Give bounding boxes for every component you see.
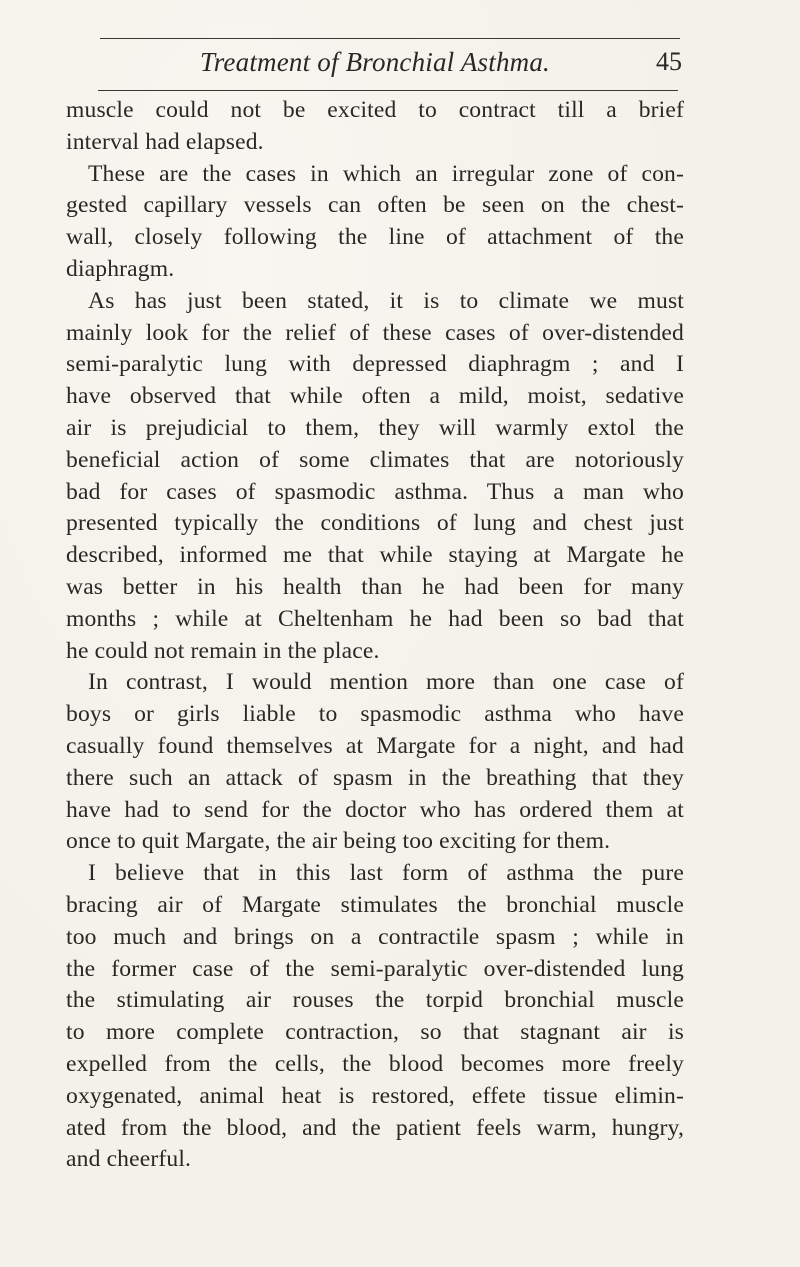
page-number: 45 <box>656 47 682 76</box>
top-rule <box>100 38 680 39</box>
text-line: mainly look for the relief of these cases of over-distended <box>66 319 684 346</box>
text-line: diaphragm. <box>66 255 175 282</box>
text-line: expelled from the cells, the blood becomes more freely <box>66 1050 684 1077</box>
text-line: to more complete contraction, so that stagnant air is <box>66 1019 684 1046</box>
text-line: bad for cases of spasmodic asthma. Thus a man who <box>66 478 684 505</box>
text-line: have had to send for the doctor who has ordered them at <box>66 796 684 823</box>
text-line: the stimulating air rouses the torpid bronchial muscle <box>66 987 684 1014</box>
text-line: gested capillary vessels can often be seen on the chest- <box>66 192 684 219</box>
text-line: semi-paralytic lung with depressed diaphragm ; and I <box>66 351 684 378</box>
text-line: too much and brings on a contractile spasm ; while in <box>66 923 684 950</box>
text-line: bracing air of Margate stimulates the bronchial muscle <box>66 891 684 918</box>
text-line: oxygenated, animal heat is restored, effete tissue elimin- <box>66 1082 684 1109</box>
text-line: once to quit Margate, the air being too exciting for them. <box>66 828 611 855</box>
text-line: he could not remain in the place. <box>66 637 380 664</box>
text-line: beneficial action of some climates that are notoriously <box>66 446 684 473</box>
text-line: and cheerful. <box>66 1146 192 1173</box>
text-line: have observed that while often a mild, moist, sedative <box>66 383 684 410</box>
text-line: boys or girls liable to spasmodic asthma who have <box>66 701 684 728</box>
paragraph-start-line: In contrast, I would mention more than one case of <box>88 669 684 696</box>
running-head <box>100 40 680 84</box>
text-line: ated from the blood, and the patient feels warm, hungry, <box>66 1114 684 1141</box>
paragraph-start-line: I believe that in this last form of asthma the pure <box>88 860 684 887</box>
text-line: air is prejudicial to them, they will warmly extol the <box>66 414 684 441</box>
header-rule <box>98 90 678 91</box>
running-title: Treatment of Bronchial Asthma. <box>200 47 550 77</box>
text-line: wall, closely following the line of attachment of the <box>66 224 684 251</box>
text-line: was better in his health than he had been for many <box>66 573 684 600</box>
paragraph-start-line: These are the cases in which an irregular zone of con- <box>88 160 684 187</box>
text-line: the former case of the semi-paralytic over-distended lung <box>66 955 684 982</box>
text-line: casually found themselves at Margate for a night, and had <box>66 732 684 759</box>
text-line: interval had elapsed. <box>66 128 264 155</box>
body-text <box>66 95 684 1176</box>
paragraph-start-line: As has just been stated, it is to climate we must <box>88 287 684 314</box>
text-line: described, informed me that while staying at Margate he <box>66 542 684 569</box>
text-line: there such an attack of spasm in the breathing that they <box>66 764 684 791</box>
text-line: months ; while at Cheltenham he had been so bad that <box>66 605 684 632</box>
text-line: presented typically the conditions of lung and chest just <box>66 510 684 537</box>
text-line: muscle could not be excited to contract till a brief <box>66 97 684 123</box>
